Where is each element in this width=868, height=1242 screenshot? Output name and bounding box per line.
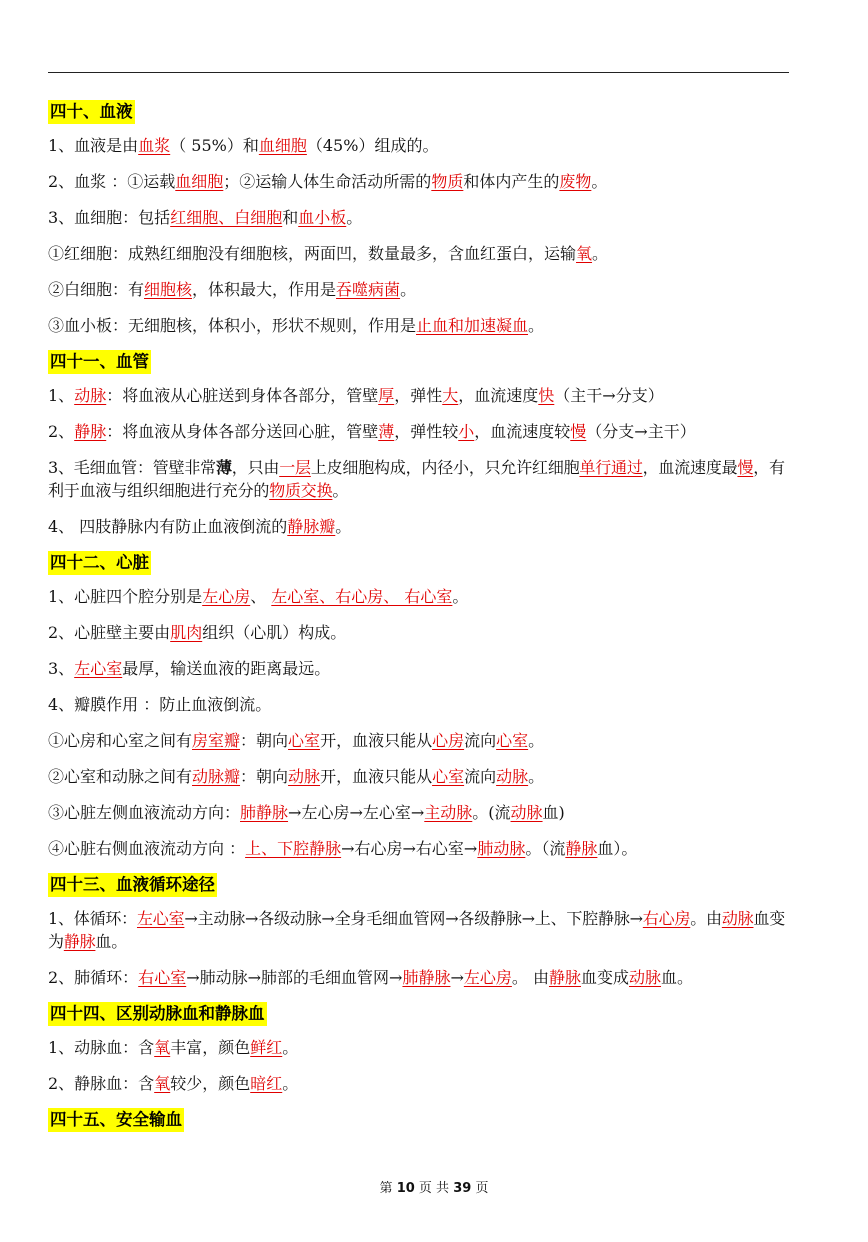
paragraph (48, 278, 790, 301)
answer-text: 左心房 (202, 587, 251, 606)
paragraph (48, 1072, 790, 1095)
body-text: 1、血液是由 (48, 136, 139, 155)
answer-text: 静脉 (565, 839, 598, 858)
body-text: 2、 (48, 422, 75, 441)
answer-text: 暗红 (250, 1074, 283, 1093)
answer-text: 慢 (737, 458, 754, 477)
section-heading: 四十一、血管 (48, 350, 151, 374)
body-text: 。 (332, 481, 349, 500)
body-text: 组织（心肌）构成。 (202, 623, 347, 642)
body-text: ；②运输人体生命活动所需的 (223, 172, 432, 191)
body-text: →肺动脉→肺部的毛细血管网→ (186, 968, 403, 987)
body-text: 2、血浆 ：①运载 (48, 172, 176, 191)
answer-text: 单行通过 (579, 458, 643, 477)
body-text: →左心房→左心室→ (288, 803, 425, 822)
paragraph (48, 1036, 790, 1059)
body-text: 。 (592, 244, 609, 263)
body-text: 。 (452, 587, 469, 606)
body-text: ，血流速度 (458, 386, 539, 405)
answer-text: 小 (458, 422, 475, 441)
body-text: ①红细胞：成熟红细胞没有细胞核，两面凹，数量最多，含血红蛋白，运输 (48, 244, 577, 263)
paragraph (48, 206, 790, 229)
paragraph (48, 693, 790, 716)
body-text: 2、心脏壁主要由 (48, 623, 171, 642)
body-text: 1、心脏四个腔分别是 (48, 587, 203, 606)
answer-text: 细胞核 (144, 280, 193, 299)
emphasis-text: 薄 (215, 458, 232, 477)
answer-text: 右心房 (642, 909, 691, 928)
section (48, 873, 790, 989)
answer-text: 鲜红 (250, 1038, 283, 1057)
answer-text: 房室瓣 (192, 731, 241, 750)
answer-text: 废物 (559, 172, 592, 191)
body-text: ：朝向 (240, 767, 289, 786)
body-text: 血。 (95, 932, 128, 951)
paragraph (48, 729, 790, 752)
paragraph (48, 242, 790, 265)
body-text: ，血流速度最 (642, 458, 738, 477)
paragraph (48, 170, 790, 193)
body-text: 。 (528, 731, 545, 750)
body-text: 流向 (464, 767, 497, 786)
answer-text: 动脉 (721, 909, 754, 928)
answer-text: 一层 (279, 458, 311, 477)
answer-text: 薄 (378, 422, 395, 441)
paragraph (48, 765, 790, 788)
body-text: 。 (591, 172, 608, 191)
answer-text: 心房 (432, 731, 465, 750)
answer-text: 左心室 (74, 659, 123, 678)
answer-text: 物质交换 (269, 481, 333, 500)
body-text: 。（流 (525, 839, 566, 858)
body-text: 3、 (48, 659, 75, 678)
answer-text: 红细胞、白细胞 (170, 208, 283, 227)
answer-text: 大 (442, 386, 459, 405)
answer-text: 肺动脉 (477, 839, 526, 858)
body-text: 开，血液只能从 (320, 731, 433, 750)
body-text: ：将血液从心脏送到身体各部分，管壁 (106, 386, 379, 405)
answer-text: 动脉 (288, 767, 321, 786)
body-text: 。由 (690, 909, 722, 928)
body-text: ：将血液从身体各部分送回心脏，管壁 (106, 422, 379, 441)
body-text: 。 (346, 208, 363, 227)
answer-text: 静脉瓣 (287, 517, 336, 536)
section-heading: 四十、血液 (48, 100, 135, 124)
answer-text: 物质 (431, 172, 464, 191)
answer-text: 厚 (378, 386, 395, 405)
page-footer (0, 1177, 868, 1196)
body-text: 1、动脉血：含 (48, 1038, 155, 1057)
body-text: 、 (250, 587, 272, 606)
section (48, 100, 790, 337)
body-text: （分支→主干） (586, 422, 696, 441)
paragraph (48, 621, 790, 644)
paragraph (48, 585, 790, 608)
section-heading: 四十四、区别动脉血和静脉血 (48, 1002, 267, 1026)
answer-text: 心室 (496, 731, 529, 750)
answer-text: 肺静脉 (402, 968, 451, 987)
answer-text: 动脉 (510, 803, 543, 822)
answer-text: 主动脉 (424, 803, 473, 822)
body-text: ①心房和心室之间有 (48, 731, 193, 750)
body-text: ，血流速度较 (474, 422, 571, 441)
body-text: 1、体循环： (48, 909, 137, 928)
body-text: →右心房→右心室→ (341, 839, 478, 858)
footer-total-pages: 39 (453, 1181, 472, 1196)
footer-middle: 页 共 (418, 1181, 450, 1196)
answer-text: 吞噬病菌 (336, 280, 401, 299)
paragraph (48, 314, 790, 337)
body-text: 血变为 (48, 909, 786, 951)
answer-text: 动脉 (629, 968, 662, 987)
body-text: ，弹性 (394, 386, 443, 405)
body-text: 。(流 (472, 803, 511, 822)
answer-text: 静脉 (74, 422, 107, 441)
answer-text: 止血和加速凝血 (416, 316, 529, 335)
section (48, 1002, 790, 1095)
answer-text: 血细胞 (258, 136, 307, 155)
answer-text: 动脉 (74, 386, 107, 405)
answer-text: 氧 (154, 1074, 171, 1093)
paragraph (48, 515, 790, 538)
header-rule (48, 72, 789, 73)
answer-text: 左心房 (463, 968, 512, 987)
body-text: ，只由 (231, 458, 280, 477)
section (48, 1108, 790, 1142)
section-heading: 四十三、血液循环途径 (48, 873, 217, 897)
section-heading: 四十五、安全输血 (48, 1108, 184, 1132)
body-text: （45%）组成的。 (306, 136, 439, 155)
paragraph (48, 907, 790, 953)
body-text: 流向 (464, 731, 497, 750)
body-text: （主干→分支） (554, 386, 664, 405)
body-text: 3、毛细血管：管壁非常 (48, 458, 216, 477)
answer-text: 右心室 (138, 968, 187, 987)
paragraph (48, 420, 790, 443)
body-text: 3、血细胞：包括 (48, 208, 171, 227)
body-text: 。 (335, 517, 352, 536)
answer-text: 血浆 (138, 136, 171, 155)
body-text: 血。 (661, 968, 694, 987)
section (48, 551, 790, 860)
body-text: 血）。 (597, 839, 638, 858)
body-text: （ 55%）和 (170, 136, 259, 155)
body-text: ，弹性较 (394, 422, 459, 441)
section-heading: 四十二、心脏 (48, 551, 151, 575)
footer-suffix: 页 (475, 1181, 489, 1196)
body-text: 4、瓣膜作用 ：防止血液倒流。 (48, 695, 272, 714)
answer-text: 心室 (432, 767, 465, 786)
section (48, 350, 790, 538)
answer-text: 肌肉 (170, 623, 203, 642)
paragraph (48, 134, 790, 157)
body-text: 和体内产生的 (463, 172, 560, 191)
answer-text: 静脉 (548, 968, 581, 987)
body-text: ：朝向 (240, 731, 289, 750)
body-text: 丰富，颜色 (170, 1038, 251, 1057)
answer-text: 血小板 (298, 208, 347, 227)
answer-text: 静脉 (63, 932, 96, 951)
body-text: 上皮细胞构成，内径小，只允许红细胞 (310, 458, 580, 477)
answer-text: 心室 (288, 731, 321, 750)
answer-text: 动脉 (496, 767, 529, 786)
body-text: 最厚，输送血液的距离最远。 (122, 659, 331, 678)
paragraph (48, 384, 790, 407)
body-text: 1、 (48, 386, 75, 405)
answer-text: 上、下腔静脉 (245, 839, 342, 858)
body-text: 。 (528, 316, 545, 335)
paragraph (48, 837, 790, 860)
answer-text: 肺静脉 (240, 803, 289, 822)
body-text: ③心脏左侧血液流动方向： (48, 803, 241, 822)
answer-text: 左心室 (136, 909, 185, 928)
body-text: 。 (528, 767, 545, 786)
paragraph (48, 456, 790, 502)
body-text: 较少，颜色 (170, 1074, 251, 1093)
answer-text: 氧 (576, 244, 593, 263)
body-text: → (450, 968, 464, 987)
body-text: 和 (282, 208, 299, 227)
body-text: ④心脏右侧血液流动方向 ： (48, 839, 246, 858)
body-text: 血变成 (580, 968, 629, 987)
paragraph (48, 801, 790, 824)
body-text: 开，血液只能从 (320, 767, 433, 786)
answer-text: 动脉瓣 (192, 767, 241, 786)
answer-text: 氧 (154, 1038, 171, 1057)
answer-text: 血细胞 (175, 172, 224, 191)
answer-text: 慢 (570, 422, 587, 441)
body-text: ②心室和动脉之间有 (48, 767, 193, 786)
body-text: ③血小板：无细胞核，体积小，形状不规则，作用是 (48, 316, 417, 335)
body-text: ，有利于血液与组织细胞进行充分的 (48, 458, 785, 500)
body-text: →主动脉→各级动脉→全身毛细血管网→各级静脉→上、下腔静脉→ (184, 909, 643, 928)
body-text: ，体积最大，作用是 (192, 280, 337, 299)
body-text: 。 (282, 1038, 299, 1057)
body-text: 2、肺循环： (48, 968, 139, 987)
document-body (48, 98, 790, 1142)
answer-text: 左心室、右心房、 右心室 (271, 587, 453, 606)
answer-text: 快 (538, 386, 555, 405)
footer-prefix: 第 (379, 1181, 393, 1196)
paragraph (48, 657, 790, 680)
body-text: 4、 四肢静脉内有防止血液倒流的 (48, 517, 288, 536)
body-text: 。 (400, 280, 417, 299)
body-text: ②白细胞：有 (48, 280, 145, 299)
paragraph (48, 966, 790, 989)
footer-page-number: 10 (396, 1181, 415, 1196)
body-text: 。 (282, 1074, 299, 1093)
body-text: 血) (542, 803, 565, 822)
body-text: 。 由 (511, 968, 549, 987)
body-text: 2、静脉血：含 (48, 1074, 155, 1093)
